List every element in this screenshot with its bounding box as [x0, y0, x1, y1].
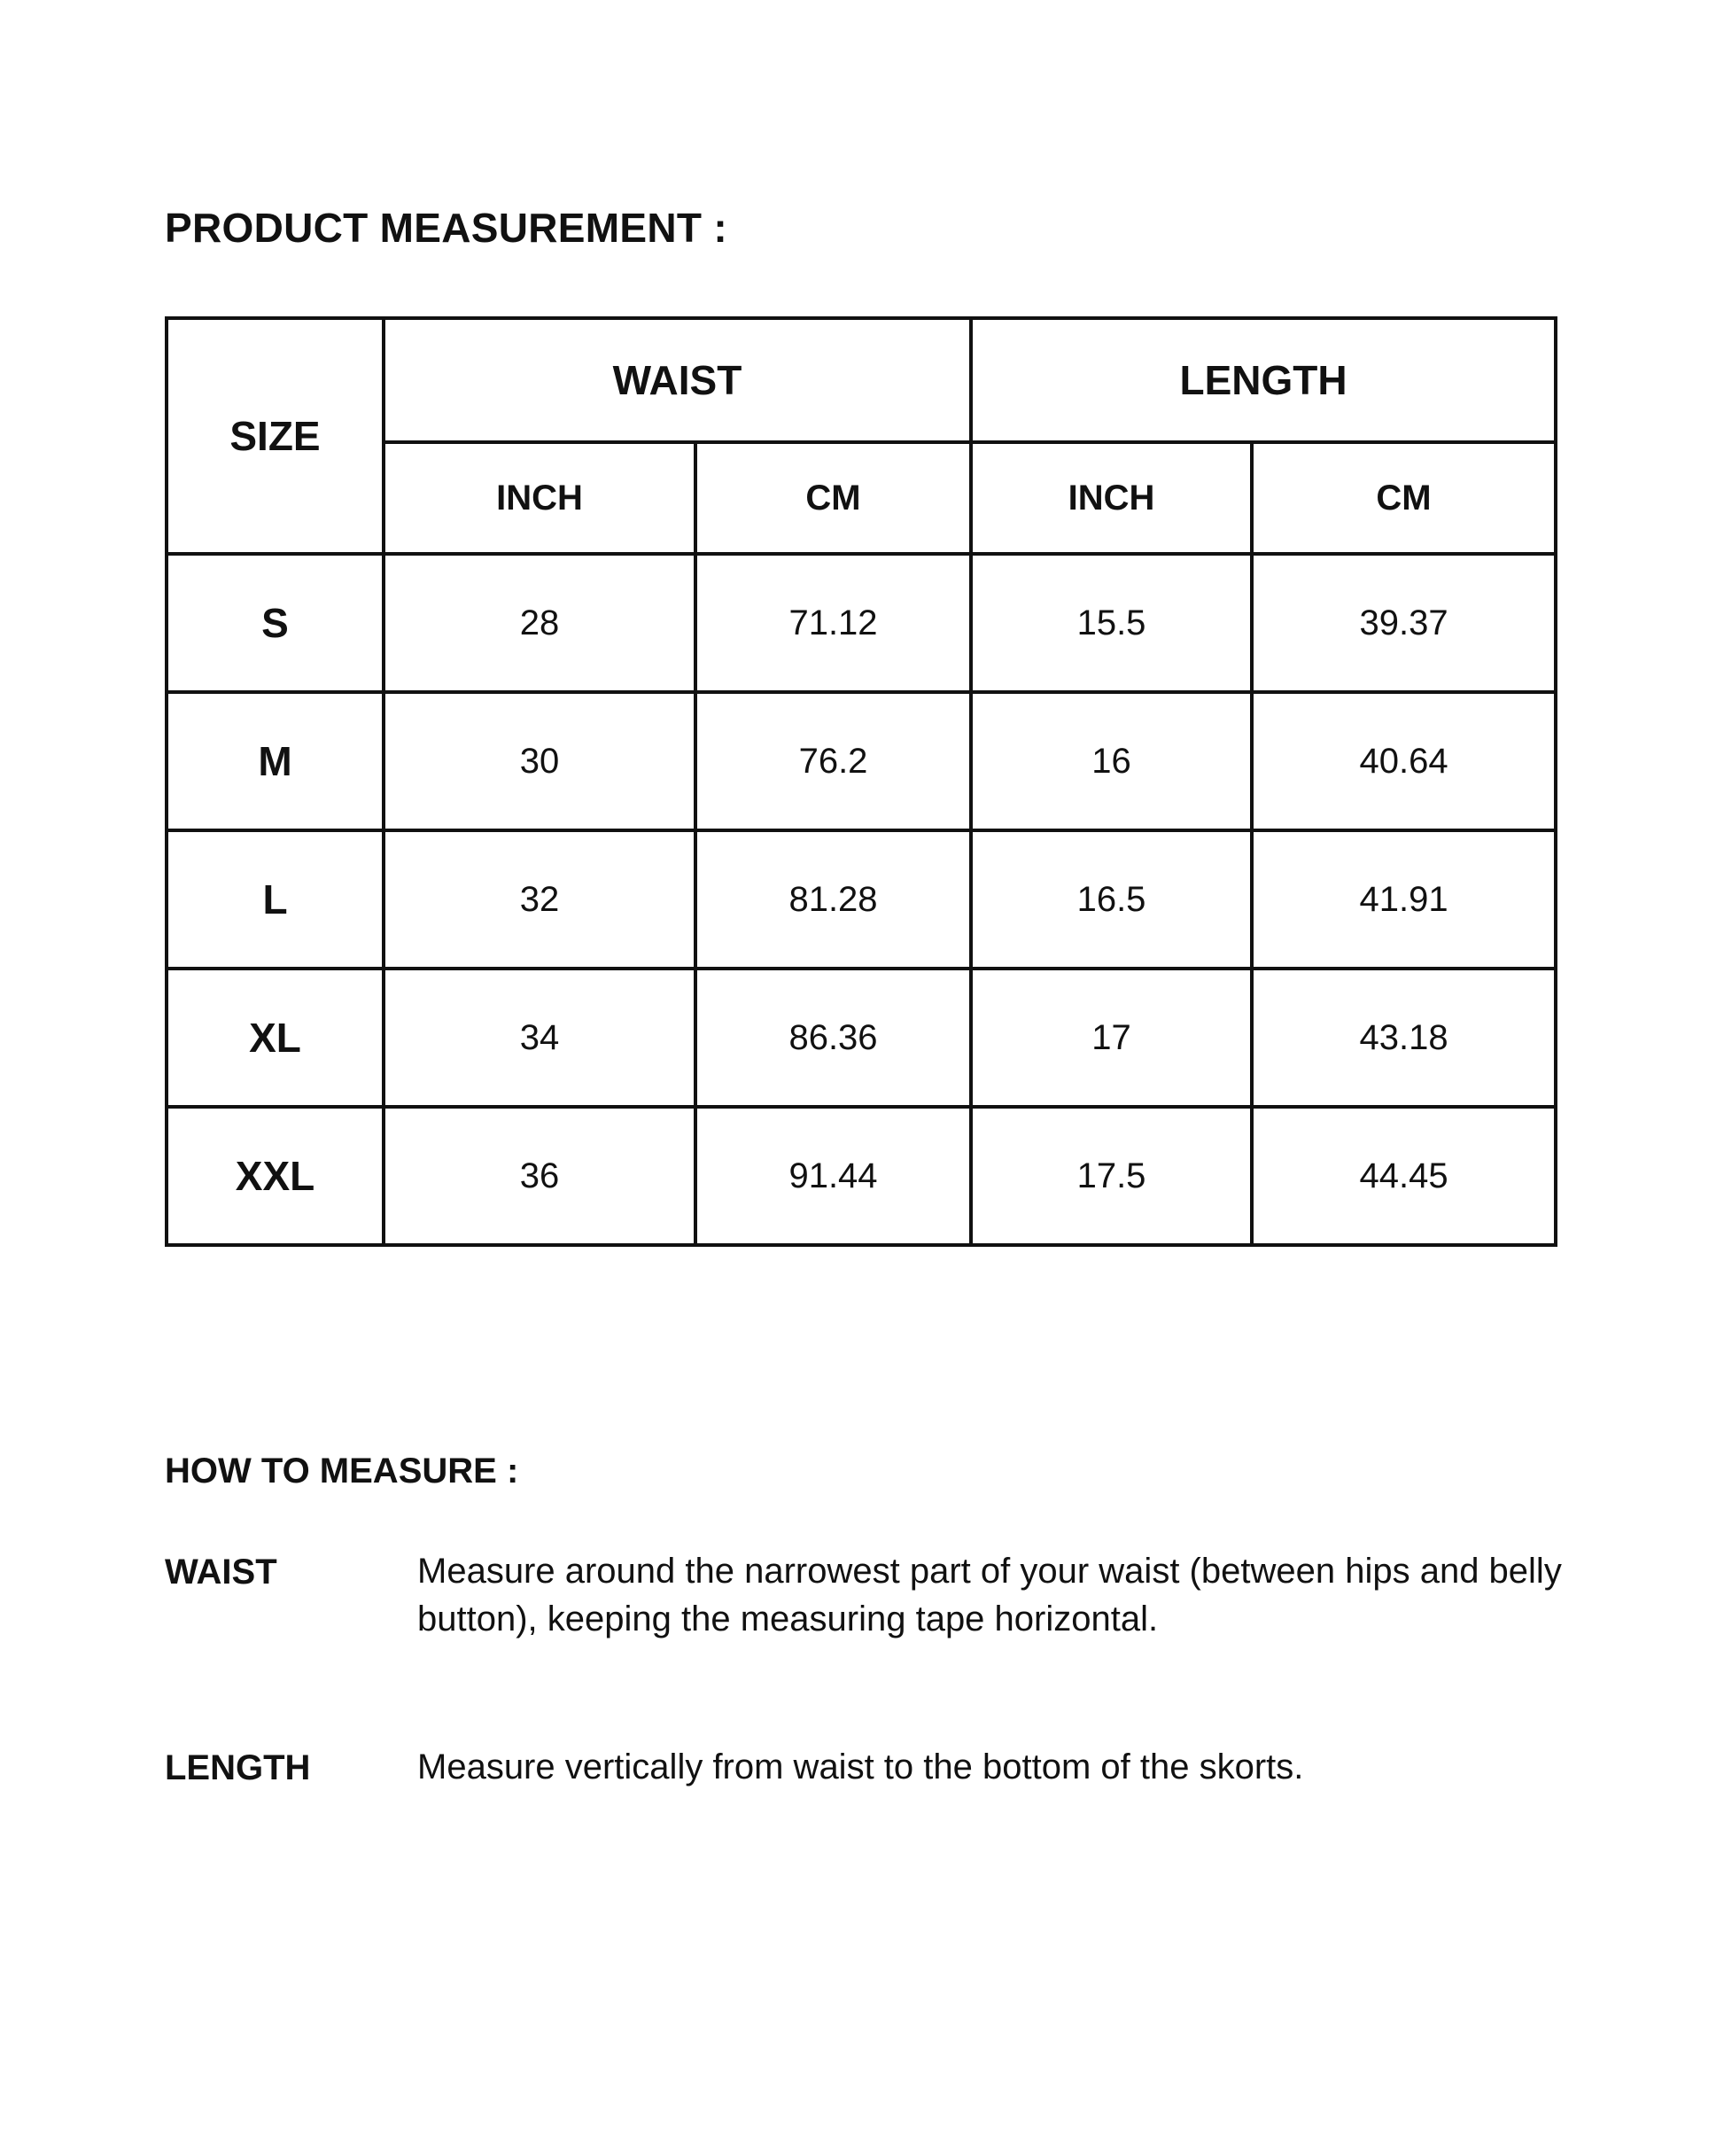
table-row	[167, 969, 1556, 1107]
size-cell: M	[167, 692, 384, 830]
size-cell: L	[167, 830, 384, 969]
waist-group-header: WAIST	[384, 318, 971, 442]
length-cm-cell: 40.64	[1252, 692, 1556, 830]
instruction-waist	[165, 1553, 1565, 1643]
length-inch-cell: 17.5	[971, 1107, 1252, 1245]
waist-cm-cell: 76.2	[695, 692, 971, 830]
length-cm-cell: 39.37	[1252, 554, 1556, 692]
table-row	[167, 692, 1556, 830]
instruction-text: Measure around the narrowest part of your waist (between hips and belly button), keeping the measuring tape horizontal.	[417, 1552, 1562, 1638]
table-row	[167, 554, 1556, 692]
waist-cm-header: CM	[695, 442, 971, 554]
size-chart-table	[165, 316, 1557, 1247]
length-inch-cell: 15.5	[971, 554, 1252, 692]
waist-inch-cell: 34	[384, 969, 695, 1107]
size-column-header: SIZE	[167, 318, 384, 554]
size-cell: S	[167, 554, 384, 692]
length-inch-cell: 16.5	[971, 830, 1252, 969]
waist-inch-cell: 32	[384, 830, 695, 969]
how-to-measure-heading: HOW TO MEASURE :	[165, 1452, 519, 1491]
waist-inch-cell: 28	[384, 554, 695, 692]
waist-cm-cell: 91.44	[695, 1107, 971, 1245]
waist-cm-cell: 81.28	[695, 830, 971, 969]
length-cm-cell: 43.18	[1252, 969, 1556, 1107]
length-inch-cell: 16	[971, 692, 1252, 830]
length-cm-header: CM	[1252, 442, 1556, 554]
page-title: PRODUCT MEASUREMENT :	[165, 205, 727, 251]
size-cell: XXL	[167, 1107, 384, 1245]
instruction-label: LENGTH	[165, 1748, 311, 1787]
table-header-group-row	[167, 318, 1556, 442]
waist-cm-cell: 86.36	[695, 969, 971, 1107]
length-group-header: LENGTH	[971, 318, 1556, 442]
table-row	[167, 1107, 1556, 1245]
size-cell: XL	[167, 969, 384, 1107]
instruction-label: WAIST	[165, 1553, 277, 1592]
waist-inch-header: INCH	[384, 442, 695, 554]
waist-inch-cell: 30	[384, 692, 695, 830]
length-cm-cell: 44.45	[1252, 1107, 1556, 1245]
instruction-length	[165, 1748, 1565, 1791]
length-cm-cell: 41.91	[1252, 830, 1556, 969]
waist-inch-cell: 36	[384, 1107, 695, 1245]
instruction-text: Measure vertically from waist to the bottom of the skorts.	[417, 1747, 1304, 1786]
table-row	[167, 830, 1556, 969]
length-inch-header: INCH	[971, 442, 1252, 554]
length-inch-cell: 17	[971, 969, 1252, 1107]
waist-cm-cell: 71.12	[695, 554, 971, 692]
